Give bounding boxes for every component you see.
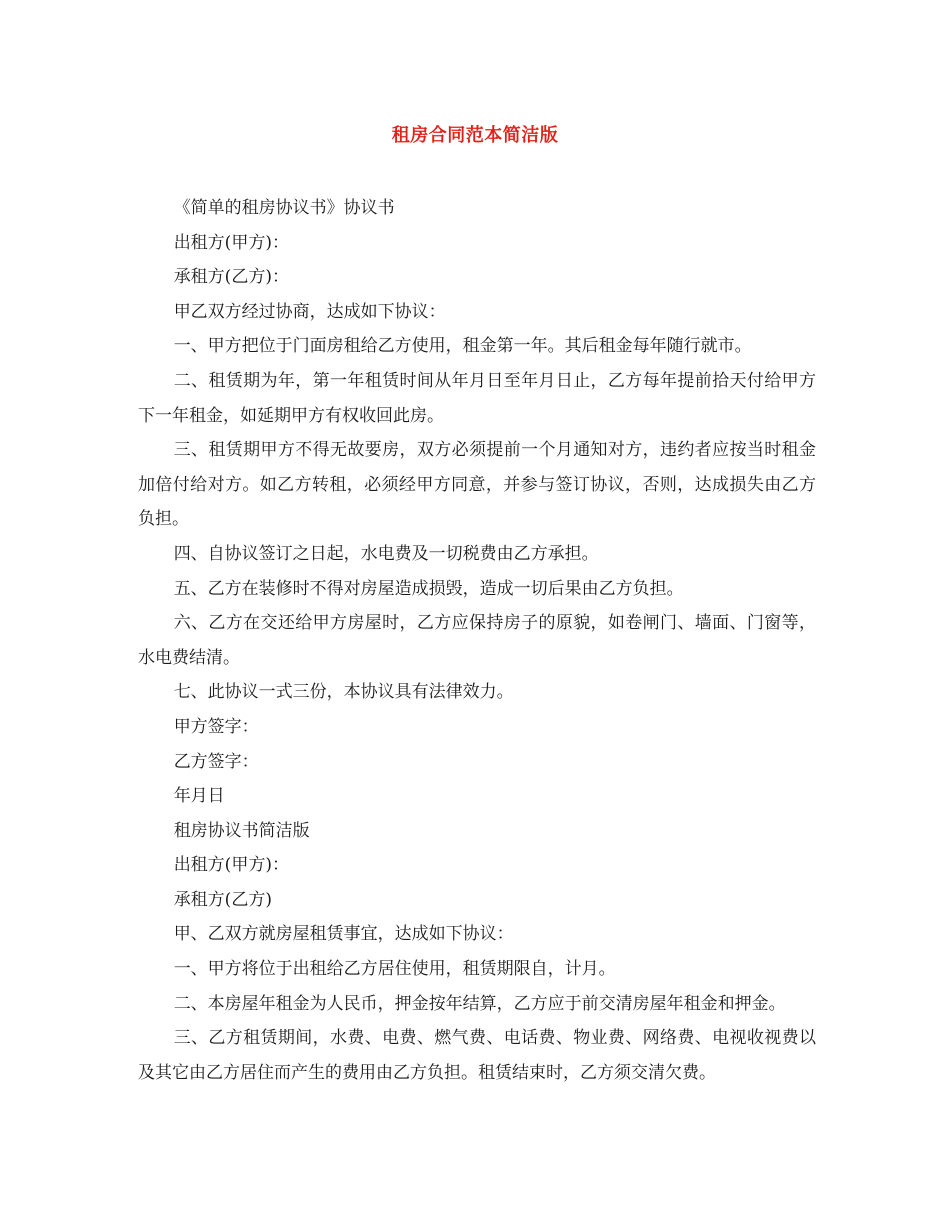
- paragraph: 出租方(甲方)：: [173, 232, 289, 253]
- paragraph: 甲、乙双方就房屋租赁事宜，达成如下协议：: [173, 924, 514, 945]
- signature-line: 乙方签字：: [173, 751, 259, 772]
- paragraph: 七、此协议一式三份，本协议具有法律效力。: [173, 682, 514, 703]
- paragraph: 承租方(乙方): [173, 889, 272, 910]
- paragraph: 三、租赁期甲方不得无故要房，双方必须提前一个月通知对方，违约者应按当时租金加倍付给对方。如乙方转租，必须经甲方同意，并参与签订协议，否则，达成损失由乙方负担。: [138, 440, 816, 530]
- paragraph: 四、自协议签订之日起，水电费及一切税费由乙方承担。: [173, 543, 599, 564]
- paragraph: 三、乙方租赁期间，水费、电费、燃气费、电话费、物业费、网络费、电视收视费以及其它由乙方居住而产生的费用由乙方负担。租赁结束时，乙方须交清欠费。: [138, 1028, 816, 1083]
- date-line: 年月日: [173, 786, 225, 807]
- section-heading: 租房协议书简洁版: [173, 820, 310, 841]
- signature-line: 甲方签字：: [173, 716, 259, 737]
- paragraph: 一、甲方把位于门面房租给乙方使用，租金第一年。其后租金每年随行就市。: [173, 336, 752, 357]
- paragraph: 《简单的租房协议书》协议书: [173, 198, 395, 218]
- paragraph: 承租方(乙方)：: [173, 267, 289, 288]
- paragraph: 五、乙方在装修时不得对房屋造成损毁，造成一切后果由乙方负担。: [173, 578, 684, 599]
- document-title: 租房合同范本简洁版: [391, 125, 559, 146]
- paragraph: 二、租赁期为年，第一年租赁时间从年月日至年月日止，乙方每年提前拾天付给甲方下一年租金，如延期甲方有权收回此房。: [138, 370, 816, 426]
- paragraph: 出租方(甲方)：: [173, 855, 289, 876]
- paragraph: 甲乙双方经过协商，达成如下协议：: [173, 301, 446, 322]
- paragraph: 一、甲方将位于出租给乙方居住使用，租赁期限自，计月。: [173, 959, 616, 980]
- paragraph: 二、本房屋年租金为人民币，押金按年结算，乙方应于前交清房屋年租金和押金。: [173, 993, 786, 1014]
- paragraph: 六、乙方在交还给甲方房屋时，乙方应保持房子的原貌，如卷闸门、墙面、门窗等，水电费结清。: [138, 613, 816, 668]
- document-body: [138, 191, 816, 1090]
